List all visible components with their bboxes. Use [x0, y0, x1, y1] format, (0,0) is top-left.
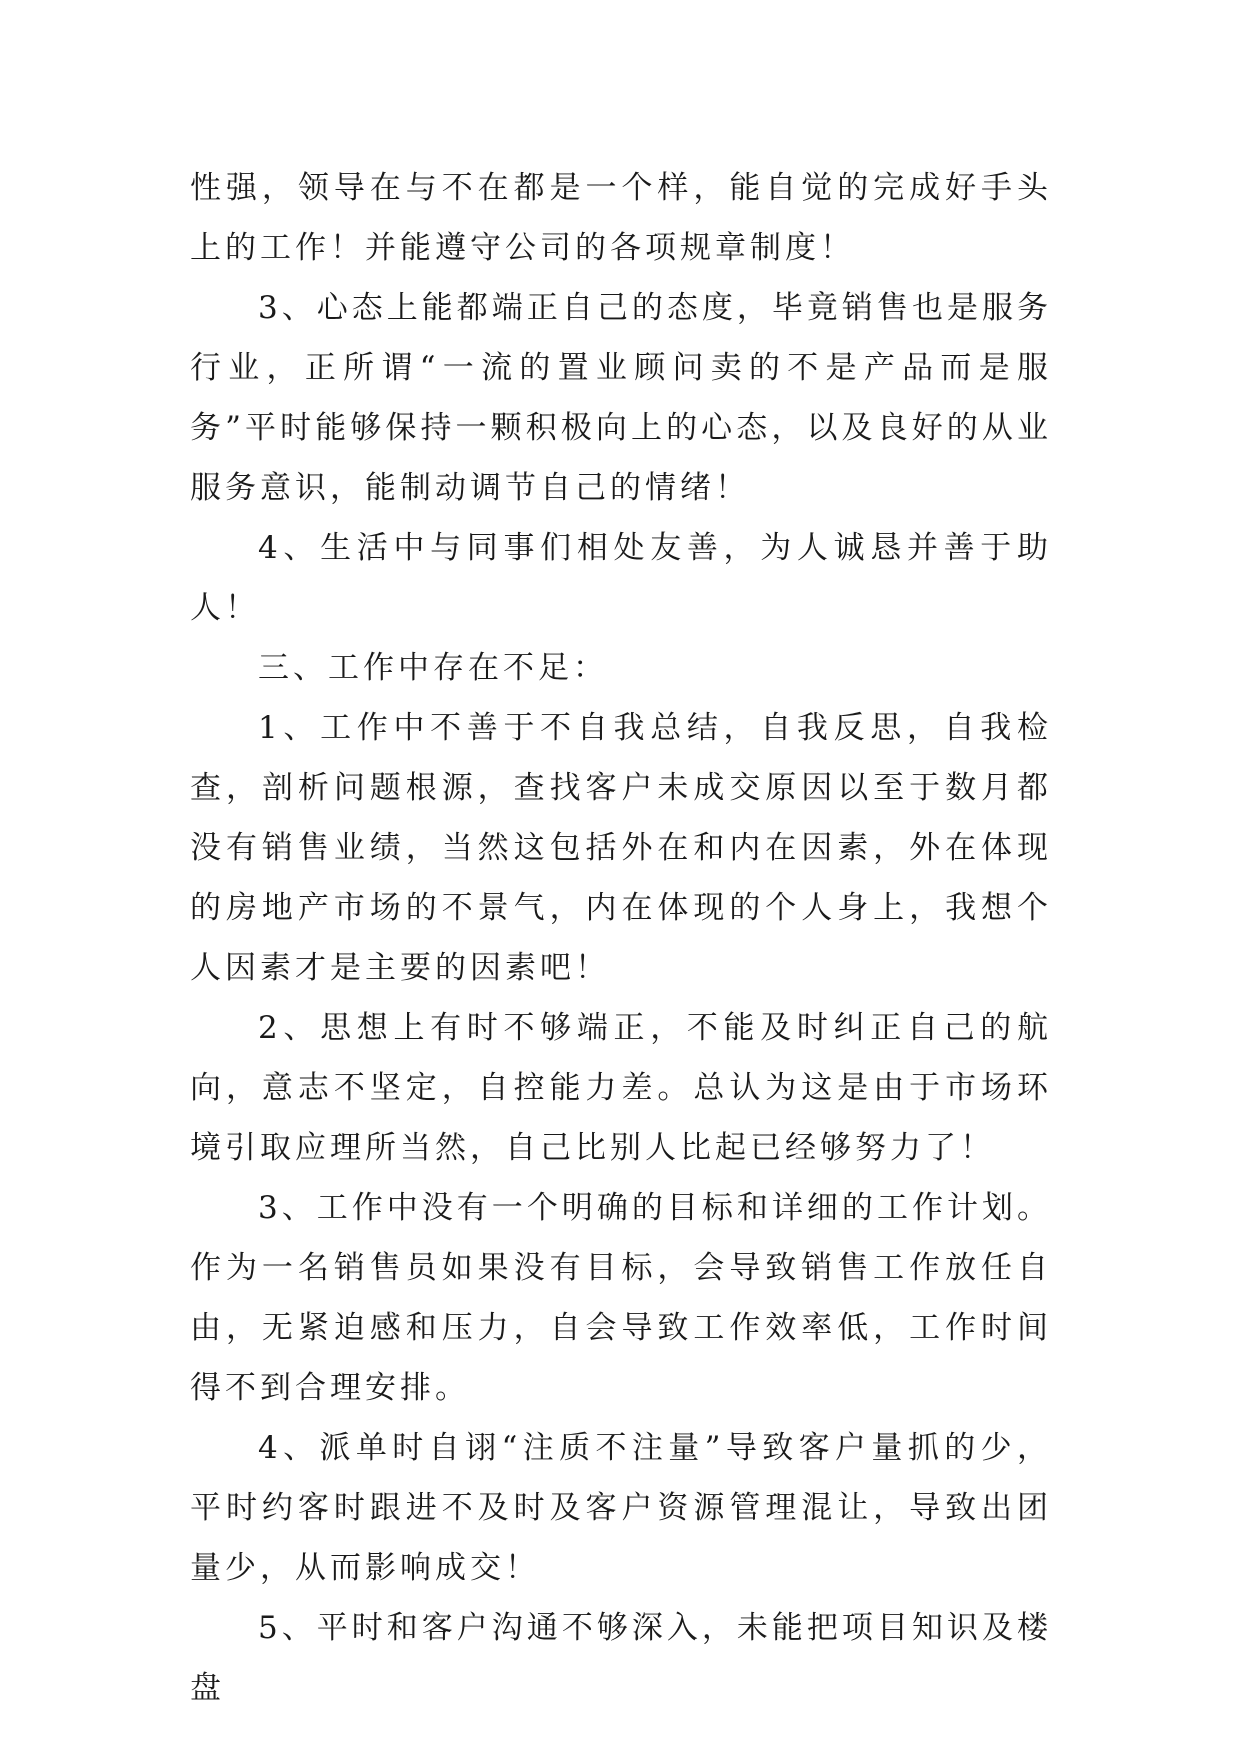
section-heading: 三、工作中存在不足：: [258, 650, 608, 686]
paragraph-7: 4、派单时自诩“注质不注量”导致客户量抓的少，平时约客时跟进不及时及客户资源管理混让，导致出团量少，从而影响成交！: [190, 1430, 1052, 1586]
paragraph-8: 5、平时和客户沟通不够深入，未能把项目知识及楼盘: [190, 1610, 1052, 1706]
paragraph-4: 1、工作中不善于不自我总结，自我反思，自我检查，剖析问题根源，查找客户未成交原因以至于数月都没有销售业绩，当然这包括外在和内在因素，外在体现的房地产市场的不景气，内在体现的个人身上，我想个人因素才是主要的因素吧！: [190, 710, 1052, 986]
paragraph-1: 性强，领导在与不在都是一个样，能自觉的完成好手头上的工作！并能遵守公司的各项规章制度！: [190, 170, 1052, 266]
paragraph-5: 2、思想上有时不够端正，不能及时纠正自己的航向，意志不坚定，自控能力差。总认为这是由于市场环境引取应理所当然，自己比别人比起已经够努力了！: [190, 1010, 1052, 1166]
paragraph-3: 4、生活中与同事们相处友善，为人诚恳并善于助人！: [190, 530, 1052, 626]
paragraph-2: 3、心态上能都端正自己的态度，毕竟销售也是服务行业，正所谓“一流的置业顾问卖的不是产品而是服务”平时能够保持一颗积极向上的心态，以及良好的从业服务意识，能制动调节自己的情绪！: [190, 290, 1052, 506]
paragraph-6: 3、工作中没有一个明确的目标和详细的工作计划。作为一名销售员如果没有目标，会导致销售工作放任自由，无紧迫感和压力，自会导致工作效率低，工作时间得不到合理安排。: [190, 1190, 1052, 1406]
document-body: [190, 158, 1052, 1718]
